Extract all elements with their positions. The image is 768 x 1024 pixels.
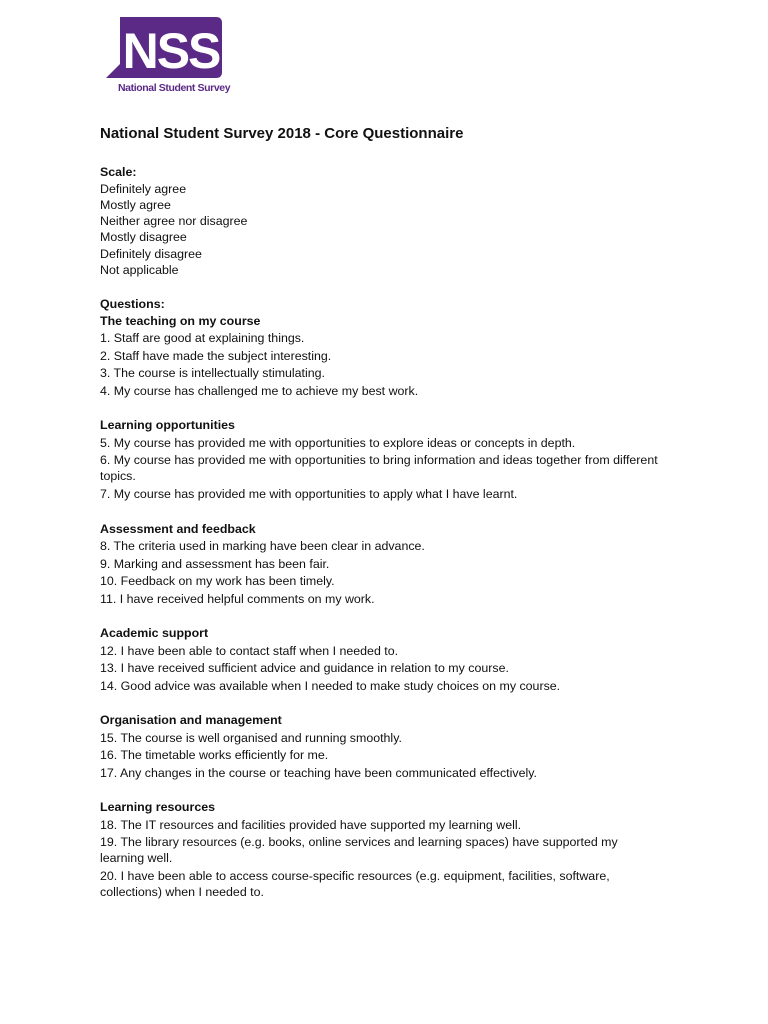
scale-list (100, 181, 660, 279)
question-item: 14. Good advice was available when I needed to make study choices on my course. (100, 678, 561, 693)
question-item: 20. I have been able to access course-specific resources (e.g. equipment, facilities, software, collections) when I needed to. (100, 869, 610, 900)
nss-logo (106, 16, 231, 98)
scale-option: Mostly agree (100, 197, 171, 212)
question-section (100, 625, 660, 695)
question-item: 17. Any changes in the course or teaching have been communicated effectively. (100, 765, 537, 780)
question-item: 4. My course has challenged me to achieve my best work. (100, 383, 419, 398)
question-list (100, 330, 660, 400)
question-list (100, 538, 660, 608)
question-section (100, 417, 660, 504)
question-item: 6. My course has provided me with opportunities to bring information and ideas together from different topics. (100, 453, 658, 484)
scale-heading: Scale: (100, 165, 137, 179)
question-item: 2. Staff have made the subject interesting. (100, 348, 332, 363)
questions-heading: Questions: (100, 297, 165, 312)
question-section (100, 521, 660, 609)
section-title: Assessment and feedback (100, 521, 256, 536)
question-item: 9. Marking and assessment has been fair. (100, 556, 330, 571)
question-item: 7. My course has provided me with opportunities to apply what I have learnt. (100, 487, 518, 502)
scale-option: Definitely agree (100, 181, 187, 196)
question-section (100, 712, 660, 782)
question-item: 10. Feedback on my work has been timely. (100, 574, 335, 589)
section-title: Academic support (100, 626, 209, 641)
question-item: 3. The course is intellectually stimulating. (100, 366, 325, 381)
section-title: Learning opportunities (100, 418, 235, 433)
scale-block (100, 164, 660, 278)
question-section (100, 799, 660, 900)
question-item: 13. I have received sufficient advice and guidance in relation to my course. (100, 661, 509, 676)
question-item: 11. I have received helpful comments on my work. (100, 591, 375, 606)
document-title: National Student Survey 2018 - Core Questionnaire (100, 125, 464, 142)
section-title: The teaching on my course (100, 313, 261, 328)
question-item: 8. The criteria used in marking have been clear in advance. (100, 539, 425, 554)
question-item: 1. Staff are good at explaining things. (100, 331, 305, 346)
scale-option: Mostly disagree (100, 230, 187, 245)
question-item: 18. The IT resources and facilities provided have supported my learning well. (100, 817, 522, 832)
question-item: 12. I have been able to contact staff when I needed to. (100, 643, 399, 658)
question-section (100, 313, 660, 401)
scale-option: Definitely disagree (100, 246, 202, 261)
section-title: Learning resources (100, 800, 216, 815)
question-item: 15. The course is well organised and running smoothly. (100, 730, 402, 745)
scale-option: Neither agree nor disagree (100, 214, 248, 229)
question-list (100, 643, 660, 696)
scale-option: Not applicable (100, 262, 179, 277)
question-list (100, 817, 660, 901)
questions-block (100, 296, 660, 900)
document-body (100, 124, 660, 917)
question-list (100, 435, 660, 504)
question-item: 5. My course has provided me with opportunities to explore ideas or concepts in depth. (100, 435, 576, 450)
logo-acronym: NSS (122, 23, 220, 79)
question-list (100, 730, 660, 783)
question-item: 19. The library resources (e.g. books, online services and learning spaces) have supported my learning well. (100, 835, 618, 866)
logo-caption: National Student Survey (118, 82, 231, 94)
question-sections (100, 313, 660, 901)
section-title: Organisation and management (100, 713, 282, 728)
question-item: 16. The timetable works efficiently for me. (100, 748, 329, 763)
